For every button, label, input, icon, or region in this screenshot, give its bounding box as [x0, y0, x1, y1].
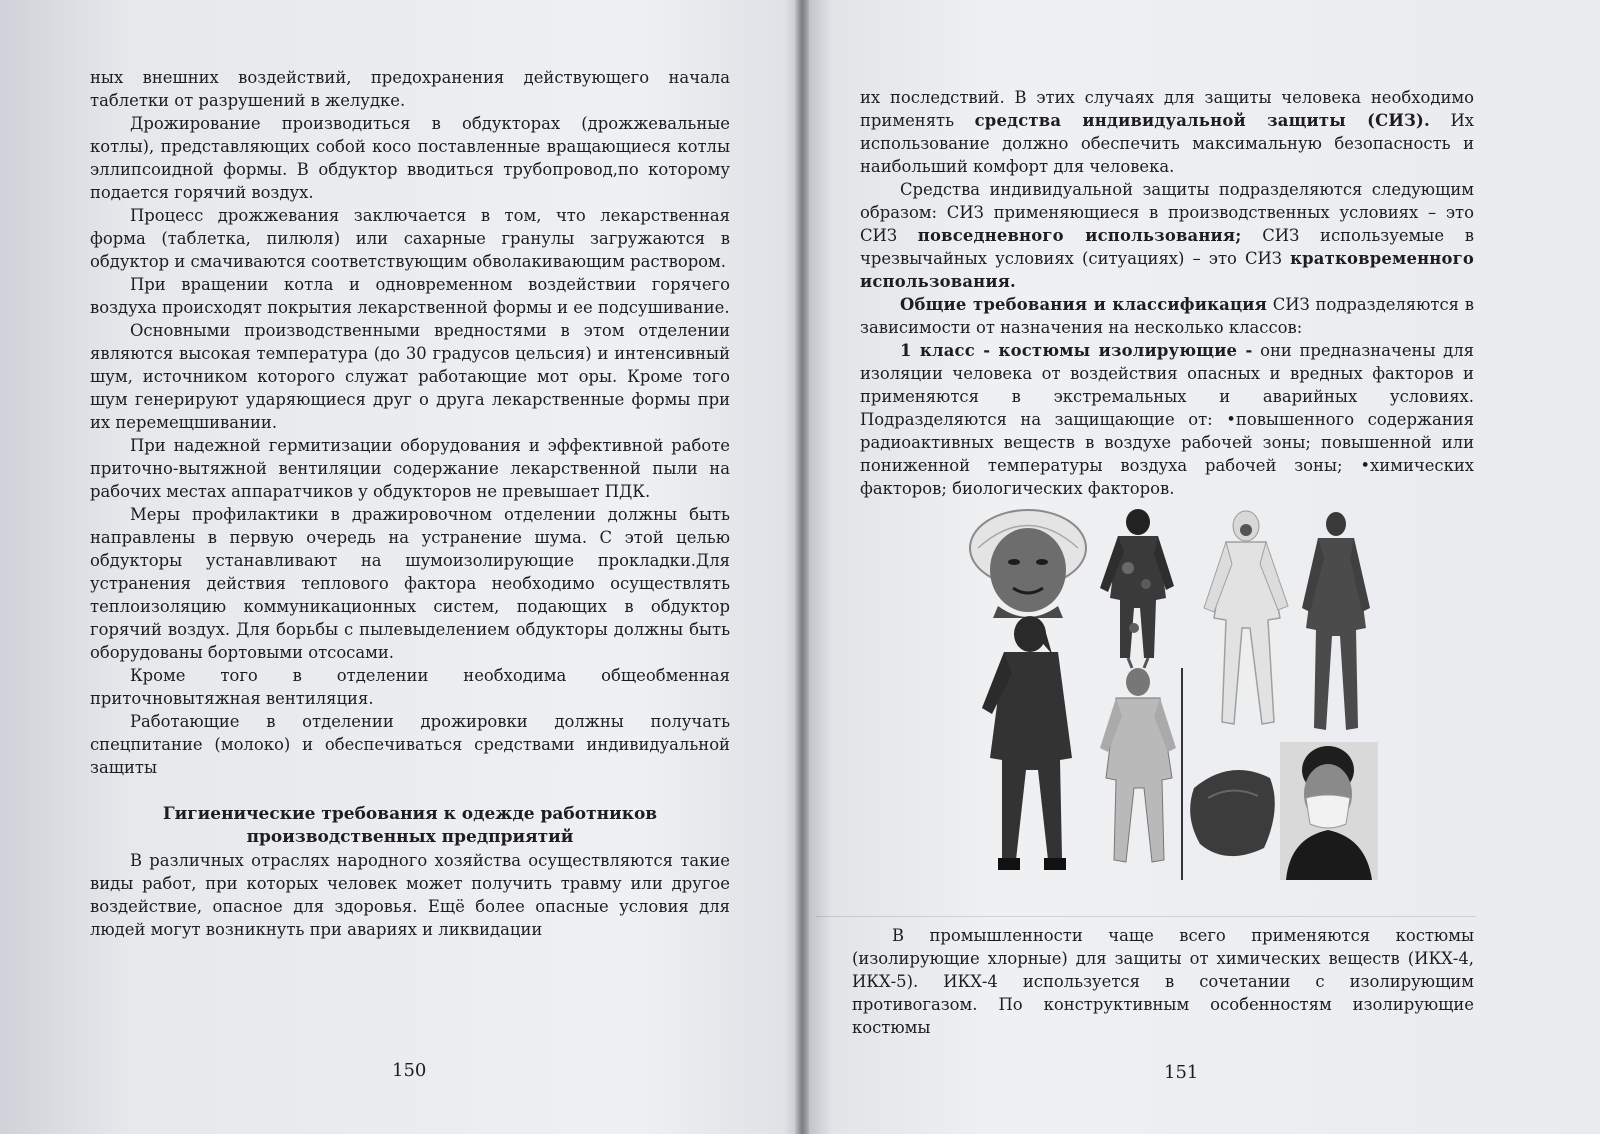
book-gutter: [795, 0, 809, 1134]
right-page: [808, 0, 1600, 1134]
bold-term: средства индивидуальной защиты (СИЗ).: [974, 111, 1430, 130]
paragraph: [860, 178, 1474, 293]
camouflage-suit-photo: [1100, 509, 1174, 658]
paragraph: ных внешних воздействий, предохранения действующего начала таблетки от разрушений в желудке.: [90, 68, 730, 110]
bold-term: повседневного использования;: [917, 226, 1242, 245]
paragraph: Процесс дрожжевания заключается в том, что лекарственная форма (таблетка, пилюля) или сахарные гранулы загружаются в обдуктор и смачиваются соответствующим обволакивающим раствором.: [90, 206, 730, 271]
section-title: [90, 803, 730, 849]
white-hazmat-suit-photo: [1204, 511, 1288, 724]
right-page-text: [860, 86, 1474, 500]
paragraph: Меры профилактики в дражировочном отделении должны быть направлены в первую очередь на устранение шума. С этой целью обдукторы устанавливают на шумоизолирующие прокладки.Для устранения действия теплового фактора необходимо осуществлять теплоизоляцию коммуникационных систем, подающих в обдуктор горячий воздух. Для борьбы с пылевыделением обдукторы должны быть оборудованы бортовыми отсосами.: [90, 505, 730, 662]
paragraph: Работающие в отделении дрожировки должны получать спецпитание (молоко) и обеспечиваться средствами индивидуальной защиты: [90, 712, 730, 777]
paragraph: Основными производственными вредностями в этом отделении являются высокая температура (до 30 градусов цельсия) и интенсивный шум, источником которого служат работающие мот оры. Кроме того шум генерируют ударяющиеся друг о друга лекарственные формы при их перемещшивании.: [90, 321, 730, 432]
bold-term: Общие требования и классификация: [900, 295, 1267, 314]
text-run: они предназначены для изоляции человека от воздействия опасных и вредных факторов и применяются в экстремальных и аварийных условиях. Подразделяются на защищающие от: •повышенного содержания радиоактивных веществ в воздухе рабочей зоны; повышенной или пониженной температуры воздуха рабочей зоны; •химических факторов; биологических факторов.: [860, 341, 1474, 498]
paragraph: [860, 86, 1474, 178]
face-mask-photo: [1280, 742, 1378, 880]
page-number: 150: [392, 1060, 427, 1081]
section-title-line: производственных предприятий: [246, 827, 574, 847]
left-page-text: [90, 66, 730, 941]
page-number: 151: [1164, 1062, 1199, 1083]
protective-equipment-illustration: [968, 508, 1378, 898]
section-title-line: Гигиенические требования к одежде работников: [162, 804, 658, 824]
paragraph: Дрожирование производиться в обдукторах (дрожжевальные котлы), представляющих собой косо поставленные вращающиеся котлы эллипсоидной формы. В обдуктор вводиться трубопровод,по которому подается горячий воздух.: [90, 114, 730, 202]
paragraph: [860, 293, 1474, 339]
page-divider: [816, 916, 1476, 917]
dark-protective-suit-photo: [1302, 512, 1370, 730]
bold-term: кратковременного использования.: [860, 249, 1474, 291]
text-run: СИЗ подразделяются в зависимости от назначения на несколько классов:: [860, 295, 1474, 337]
paragraph: В различных отраслях народного хозяйства осуществляются такие виды работ, при которых человек может получить травму или другое воздействие, опасное для здоровья. Ещё более опасные условия для людей могут возникнуть при авариях и ликвидации: [90, 851, 730, 939]
text-run: Средства индивидуальной защиты подразделяются следующим образом: СИЗ применяющиеся в производственных условиях – это СИЗ: [860, 180, 1474, 245]
gas-mask-suit-photo: [982, 616, 1072, 870]
bold-term: 1 класс - костюмы изолирующие -: [900, 341, 1253, 360]
text-run: Их использование должно обеспечить максимальную безопасность и наибольший комфорт для человека.: [860, 111, 1475, 176]
text-run: их последствий. В этих случаях для защиты человека необходимо применять: [860, 88, 1474, 130]
paragraph: [860, 339, 1474, 500]
shoe-cover-photo: [1190, 770, 1275, 856]
paragraph: В промышленности чаще всего применяются костюмы (изолирующие хлорные) для защиты от химических веществ (ИКХ-4, ИКХ-5). ИКХ-4 используется в сочетании с изолирующим противогазом. По конструктивным особенностям изолирующие костюмы: [852, 926, 1474, 1037]
paragraph: При вращении котла и одновременном воздействии горячего воздуха происходят покрытия лекарственной формы и ее подсушивание.: [90, 275, 730, 317]
right-page-lower-text: [852, 924, 1474, 1039]
protective-equipment-figure: [968, 508, 1378, 898]
text-run: СИЗ используемые в чрезвычайных условиях (ситуациях) – это СИЗ: [860, 226, 1475, 268]
light-suit-gas-mask-photo: [1100, 658, 1176, 862]
paragraph: При надежной гермитизации оборудования и эффективной работе приточно-вытяжной вентиляции содержание лекарственной пыли на рабочих местах аппаратчиков у обдукторов не превышает ПДК.: [90, 436, 730, 501]
paragraph: Кроме того в отделении необходима общеобменная приточновытяжная вентиляция.: [90, 666, 730, 708]
hairnet-photo: [970, 510, 1086, 618]
